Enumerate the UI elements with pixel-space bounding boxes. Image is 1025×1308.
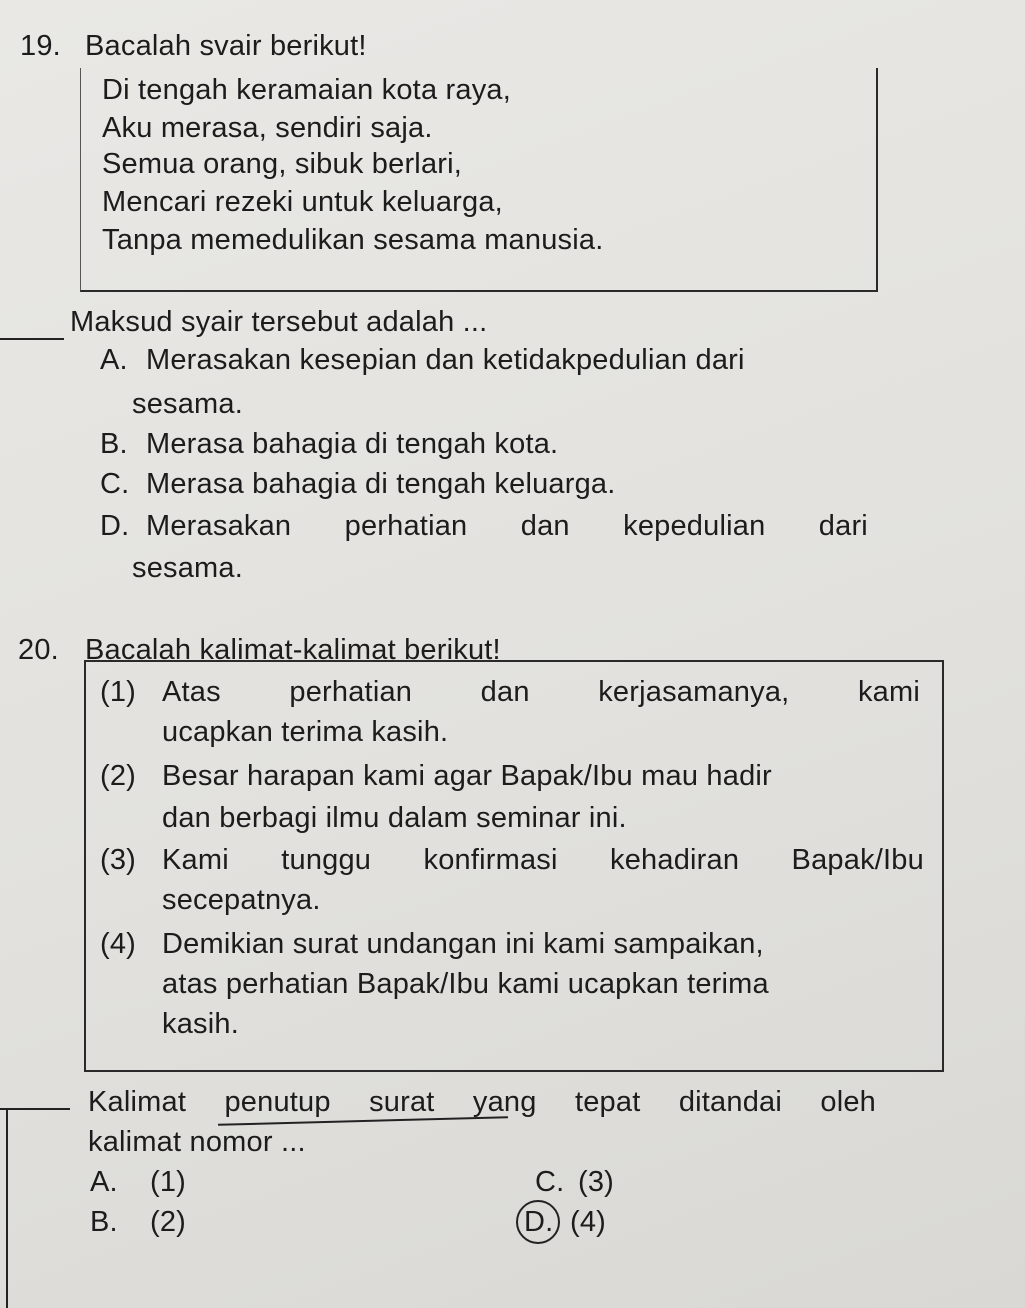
word: yang bbox=[472, 1086, 537, 1118]
word: oleh bbox=[820, 1086, 876, 1118]
q20-option-a-value[interactable]: (1) bbox=[150, 1166, 187, 1198]
word: kehadiran bbox=[610, 844, 740, 876]
sentence-3-line bbox=[162, 842, 924, 878]
word: Merasakan bbox=[146, 510, 292, 542]
q19-option-d-letter[interactable]: D. bbox=[100, 510, 130, 542]
word: dan bbox=[520, 510, 570, 542]
word: Bapak/Ibu bbox=[791, 844, 924, 876]
q20-option-c-value[interactable]: (3) bbox=[578, 1166, 615, 1198]
q20-option-b-value[interactable]: (2) bbox=[150, 1206, 187, 1238]
q19-option-a-text[interactable]: Merasakan kesepian dan ketidakpedulian dari bbox=[146, 344, 745, 376]
q20-option-c-letter[interactable]: C. bbox=[535, 1166, 565, 1198]
word: perhatian bbox=[289, 676, 413, 708]
left-edge-line bbox=[6, 1108, 8, 1308]
word: tepat bbox=[574, 1086, 641, 1118]
q20-question bbox=[88, 1084, 876, 1120]
q20-question-cont: kalimat nomor ... bbox=[88, 1126, 306, 1158]
q19-option-c-text[interactable]: Merasa bahagia di tengah keluarga. bbox=[146, 468, 616, 500]
word: Kami bbox=[162, 844, 229, 876]
sentence-3-cont: secepatnya. bbox=[162, 884, 321, 916]
sentence-4-cont: atas perhatian Bapak/Ibu kami ucapkan terima bbox=[162, 968, 769, 1000]
sentence-1-line bbox=[162, 674, 920, 710]
q19-option-d-text[interactable] bbox=[146, 508, 868, 544]
q20-option-b-letter[interactable]: B. bbox=[90, 1206, 118, 1238]
word: kerjasamanya, bbox=[598, 676, 790, 708]
sentence-2-line: Besar harapan kami agar Bapak/Ibu mau hadir bbox=[162, 760, 772, 792]
left-edge-line bbox=[0, 1108, 70, 1110]
q20-number: 20. bbox=[18, 634, 59, 666]
q20-option-d-value[interactable]: (4) bbox=[570, 1206, 607, 1238]
sentence-1-cont: ucapkan terima kasih. bbox=[162, 716, 449, 748]
sentence-number: (1) bbox=[100, 676, 137, 708]
q20-option-a-letter[interactable]: A. bbox=[90, 1166, 118, 1198]
q19-option-a-text-cont: sesama. bbox=[132, 388, 243, 420]
sentence-4-cont: kasih. bbox=[162, 1008, 239, 1040]
word: Kalimat bbox=[88, 1086, 187, 1118]
word: tunggu bbox=[281, 844, 372, 876]
q19-number: 19. bbox=[20, 30, 61, 62]
poem-line: Mencari rezeki untuk keluarga, bbox=[102, 186, 503, 218]
q19-option-b-letter[interactable]: B. bbox=[100, 428, 128, 460]
word: perhatian bbox=[344, 510, 468, 542]
sentence-4-line: Demikian surat undangan ini kami sampaikan, bbox=[162, 928, 764, 960]
poem-line: Semua orang, sibuk berlari, bbox=[102, 148, 463, 180]
word: dari bbox=[818, 510, 868, 542]
sentence-number: (4) bbox=[100, 928, 137, 960]
left-edge-line bbox=[0, 338, 64, 340]
poem-line: Aku merasa, sendiri saja. bbox=[102, 112, 433, 144]
poem-line: Tanpa memedulikan sesama manusia. bbox=[102, 224, 604, 256]
q19-instruction: Bacalah svair berikut! bbox=[85, 30, 367, 62]
word: penutup bbox=[224, 1086, 331, 1118]
q19-option-d-text-cont: sesama. bbox=[132, 552, 243, 584]
word: ditandai bbox=[678, 1086, 782, 1118]
poem-line: Di tengah keramaian kota raya, bbox=[102, 74, 511, 106]
word: kepedulian bbox=[623, 510, 766, 542]
word: konfirmasi bbox=[423, 844, 558, 876]
word: dan bbox=[480, 676, 530, 708]
word: Atas bbox=[162, 676, 221, 708]
q19-question: Maksud syair tersebut adalah ... bbox=[70, 306, 488, 338]
q20-option-d-letter[interactable]: D. bbox=[524, 1206, 554, 1238]
word: surat bbox=[369, 1086, 435, 1118]
q20-instruction: Bacalah kalimat-kalimat berikut! bbox=[85, 634, 501, 666]
sentence-number: (2) bbox=[100, 760, 137, 792]
q19-option-c-letter[interactable]: C. bbox=[100, 468, 130, 500]
word: kami bbox=[857, 676, 920, 708]
sentence-2-cont: dan berbagi ilmu dalam seminar ini. bbox=[162, 802, 627, 834]
q19-option-a-letter[interactable]: A. bbox=[100, 344, 128, 376]
sentence-number: (3) bbox=[100, 844, 137, 876]
q19-option-b-text[interactable]: Merasa bahagia di tengah kota. bbox=[146, 428, 559, 460]
